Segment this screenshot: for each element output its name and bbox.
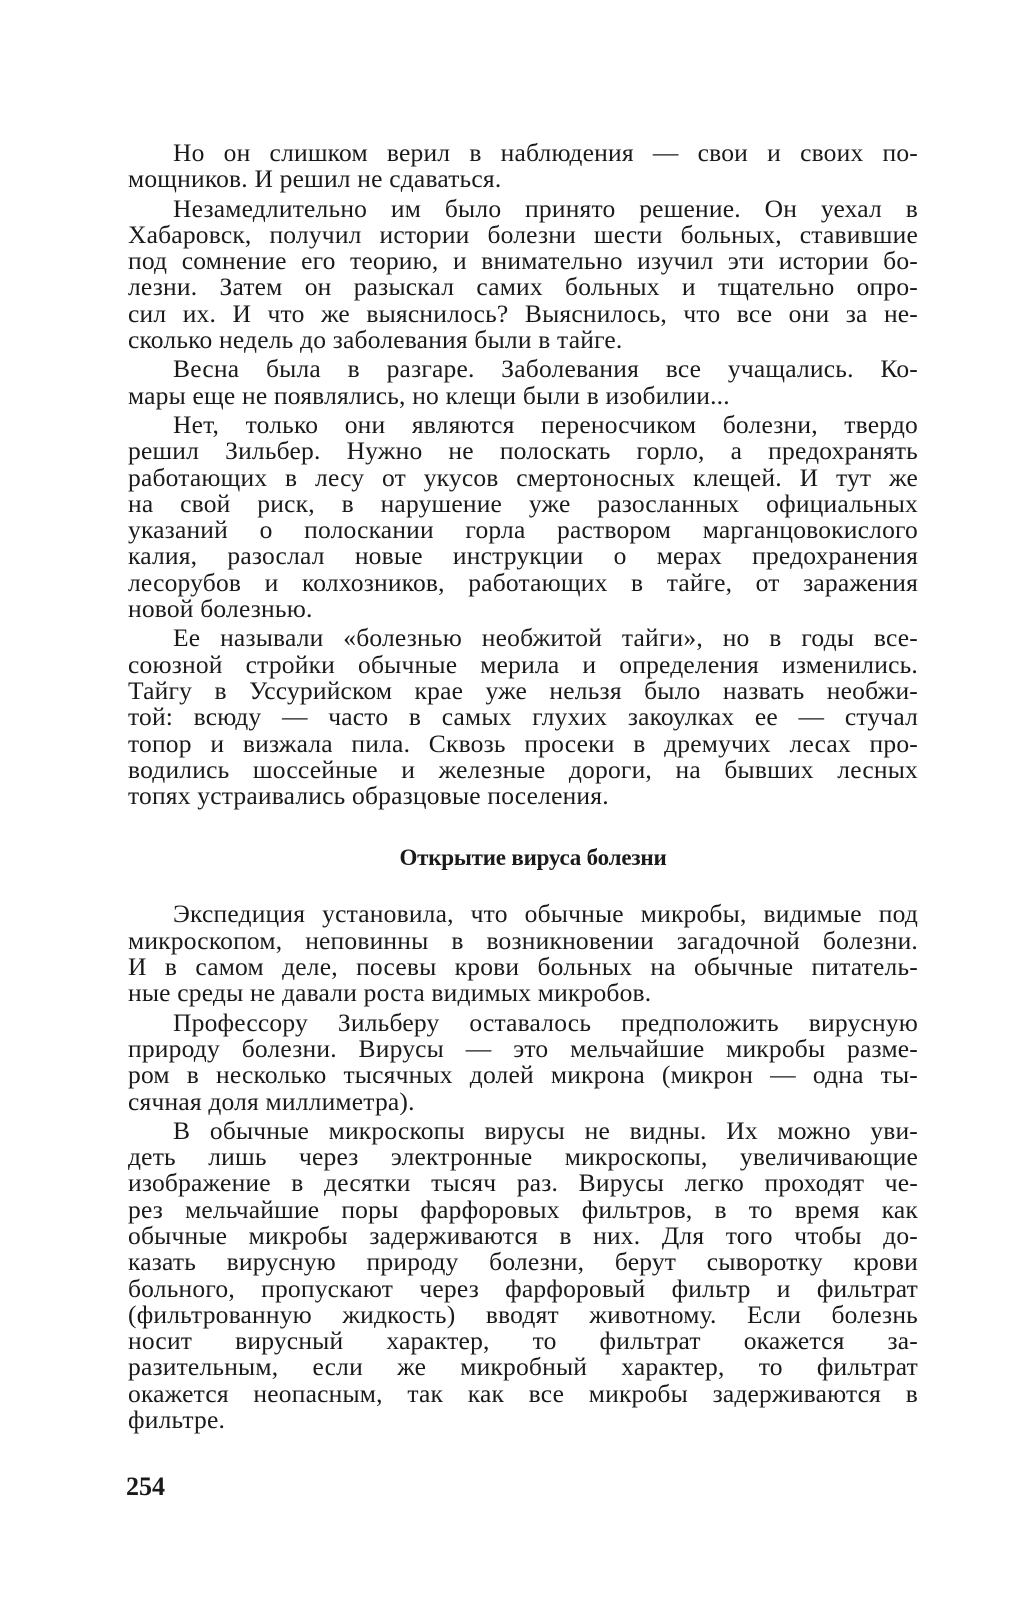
text-line: топор и визжала пила. Сквозь просеки в дремучих лесах про- (128, 728, 918, 758)
text-line: мощников. И решил не сдаваться. (128, 164, 502, 194)
text-line: той: всюду — часто в самых глухих закоулках ее — стучал (128, 702, 918, 732)
text-line: Профессору Зильберу оставалось предположить вирусную (173, 1007, 918, 1037)
text-line: ром в несколько тысячных долей микрона (микрон — одна ты- (128, 1060, 918, 1090)
section-2-body (128, 901, 918, 1433)
text-line: окажется неопасным, так как все микробы задерживаются в (128, 1378, 918, 1408)
text-line: решил Зильбер. Нужно не полоскать горло, а предохранять (128, 436, 918, 466)
text-line: носит вирусный характер, то фильтрат окажется за- (128, 1326, 918, 1356)
paragraph (128, 901, 918, 1006)
paragraph (128, 356, 918, 409)
text-line: мары еще не появлялись, но клещи были в изобилии... (128, 380, 730, 410)
text-line: водились шоссейные и железные дороги, на бывших лесных (128, 754, 918, 784)
text-line: больного, пропускают через фарфоровый фильтр и фильтрат (128, 1273, 918, 1303)
paragraph (128, 409, 918, 624)
text-line: лезни. Затем он разыскал самих больных и тщательно опро- (128, 272, 918, 302)
text-line: сколько недель до заболевания были в тайге. (128, 325, 623, 355)
text-line: разительным, если же микробный характер, то фильтрат (128, 1352, 918, 1382)
section-1-body (128, 140, 918, 809)
paragraph (128, 1115, 918, 1435)
text-line: союзной стройки обычные мерила и определения изменились. (128, 649, 918, 679)
page-body (128, 140, 918, 1433)
text-line: сил их. И что же выяснилось? Выяснилось, что все они за не- (128, 298, 918, 328)
text-line: обычные микробы задерживаются в них. Для того чтобы до- (128, 1220, 918, 1250)
text-line: рез мельчайшие поры фарфоровых фильтров, в то время как (128, 1194, 918, 1224)
text-line: деть лишь через электронные микроскопы, увеличивающие (128, 1142, 918, 1172)
text-line: на свой риск, в нарушение уже разосланных официальных (128, 488, 918, 518)
text-line: казать вирусную природу болезни, берут сыворотку крови (128, 1247, 918, 1277)
text-line: Экспедиция установила, что обычные микробы, видимые под (173, 899, 918, 929)
paragraph (128, 625, 918, 809)
text-line: под сомнение его теорию, и внимательно изучил эти истории бо- (128, 246, 918, 276)
text-line: ные среды не давали роста видимых микробов. (128, 978, 652, 1008)
paragraph (128, 140, 918, 193)
text-line: (фильтрованную жидкость) вводят животному. Если болезнь (128, 1299, 918, 1329)
text-line: изображение в десятки тысяч раз. Вирусы легко проходят че- (128, 1168, 918, 1198)
text-line: микроскопом, неповинны в возникновении загадочной болезни. (128, 925, 918, 955)
text-line: Незамедлительно им было принято решение. Он уехал в (173, 193, 918, 223)
text-line: сячная доля миллиметра). (128, 1086, 415, 1116)
text-line: фильтре. (128, 1405, 226, 1435)
page-number: 254 (126, 1472, 165, 1501)
text-line: И в самом деле, посевы крови больных на обычные питатель- (128, 952, 918, 982)
text-line: Весна была в разгаре. Заболевания все учащались. Ко- (173, 354, 918, 384)
text-line: природу болезни. Вирусы — это мельчайшие микробы разме- (128, 1033, 918, 1063)
text-line: Тайгу в Уссурийском крае уже нельзя было назвать необжи- (128, 675, 918, 705)
text-line: Но он слишком верил в наблюдения — свои и своих по- (173, 138, 918, 167)
section-heading: Открытие вируса болезни (399, 845, 667, 871)
text-line: Ее называли «болезнью необжитой тайги», но в годы все- (173, 623, 918, 653)
text-line: топях устраивались образцовые поселения. (128, 781, 609, 811)
text-line: лесорубов и колхозников, работающих в тайге, от заражения (128, 567, 918, 597)
paragraph (128, 1007, 918, 1116)
text-line: Хабаровск, получил истории болезни шести больных, ставившие (128, 219, 918, 249)
text-line: Нет, только они являются переносчиком болезни, твердо (173, 409, 918, 439)
text-line: работающих в лесу от укусов смертоносных клещей. И тут же (128, 462, 918, 492)
paragraph (128, 193, 918, 355)
text-line: В обычные микроскопы вирусы не видны. Их можно уви- (173, 1115, 918, 1145)
text-line: калия, разослал новые инструкции о мерах предохранения (128, 541, 918, 571)
text-line: новой болезнью. (128, 594, 313, 624)
text-line: указаний о полоскании горла раствором марганцовокислого (128, 515, 918, 545)
